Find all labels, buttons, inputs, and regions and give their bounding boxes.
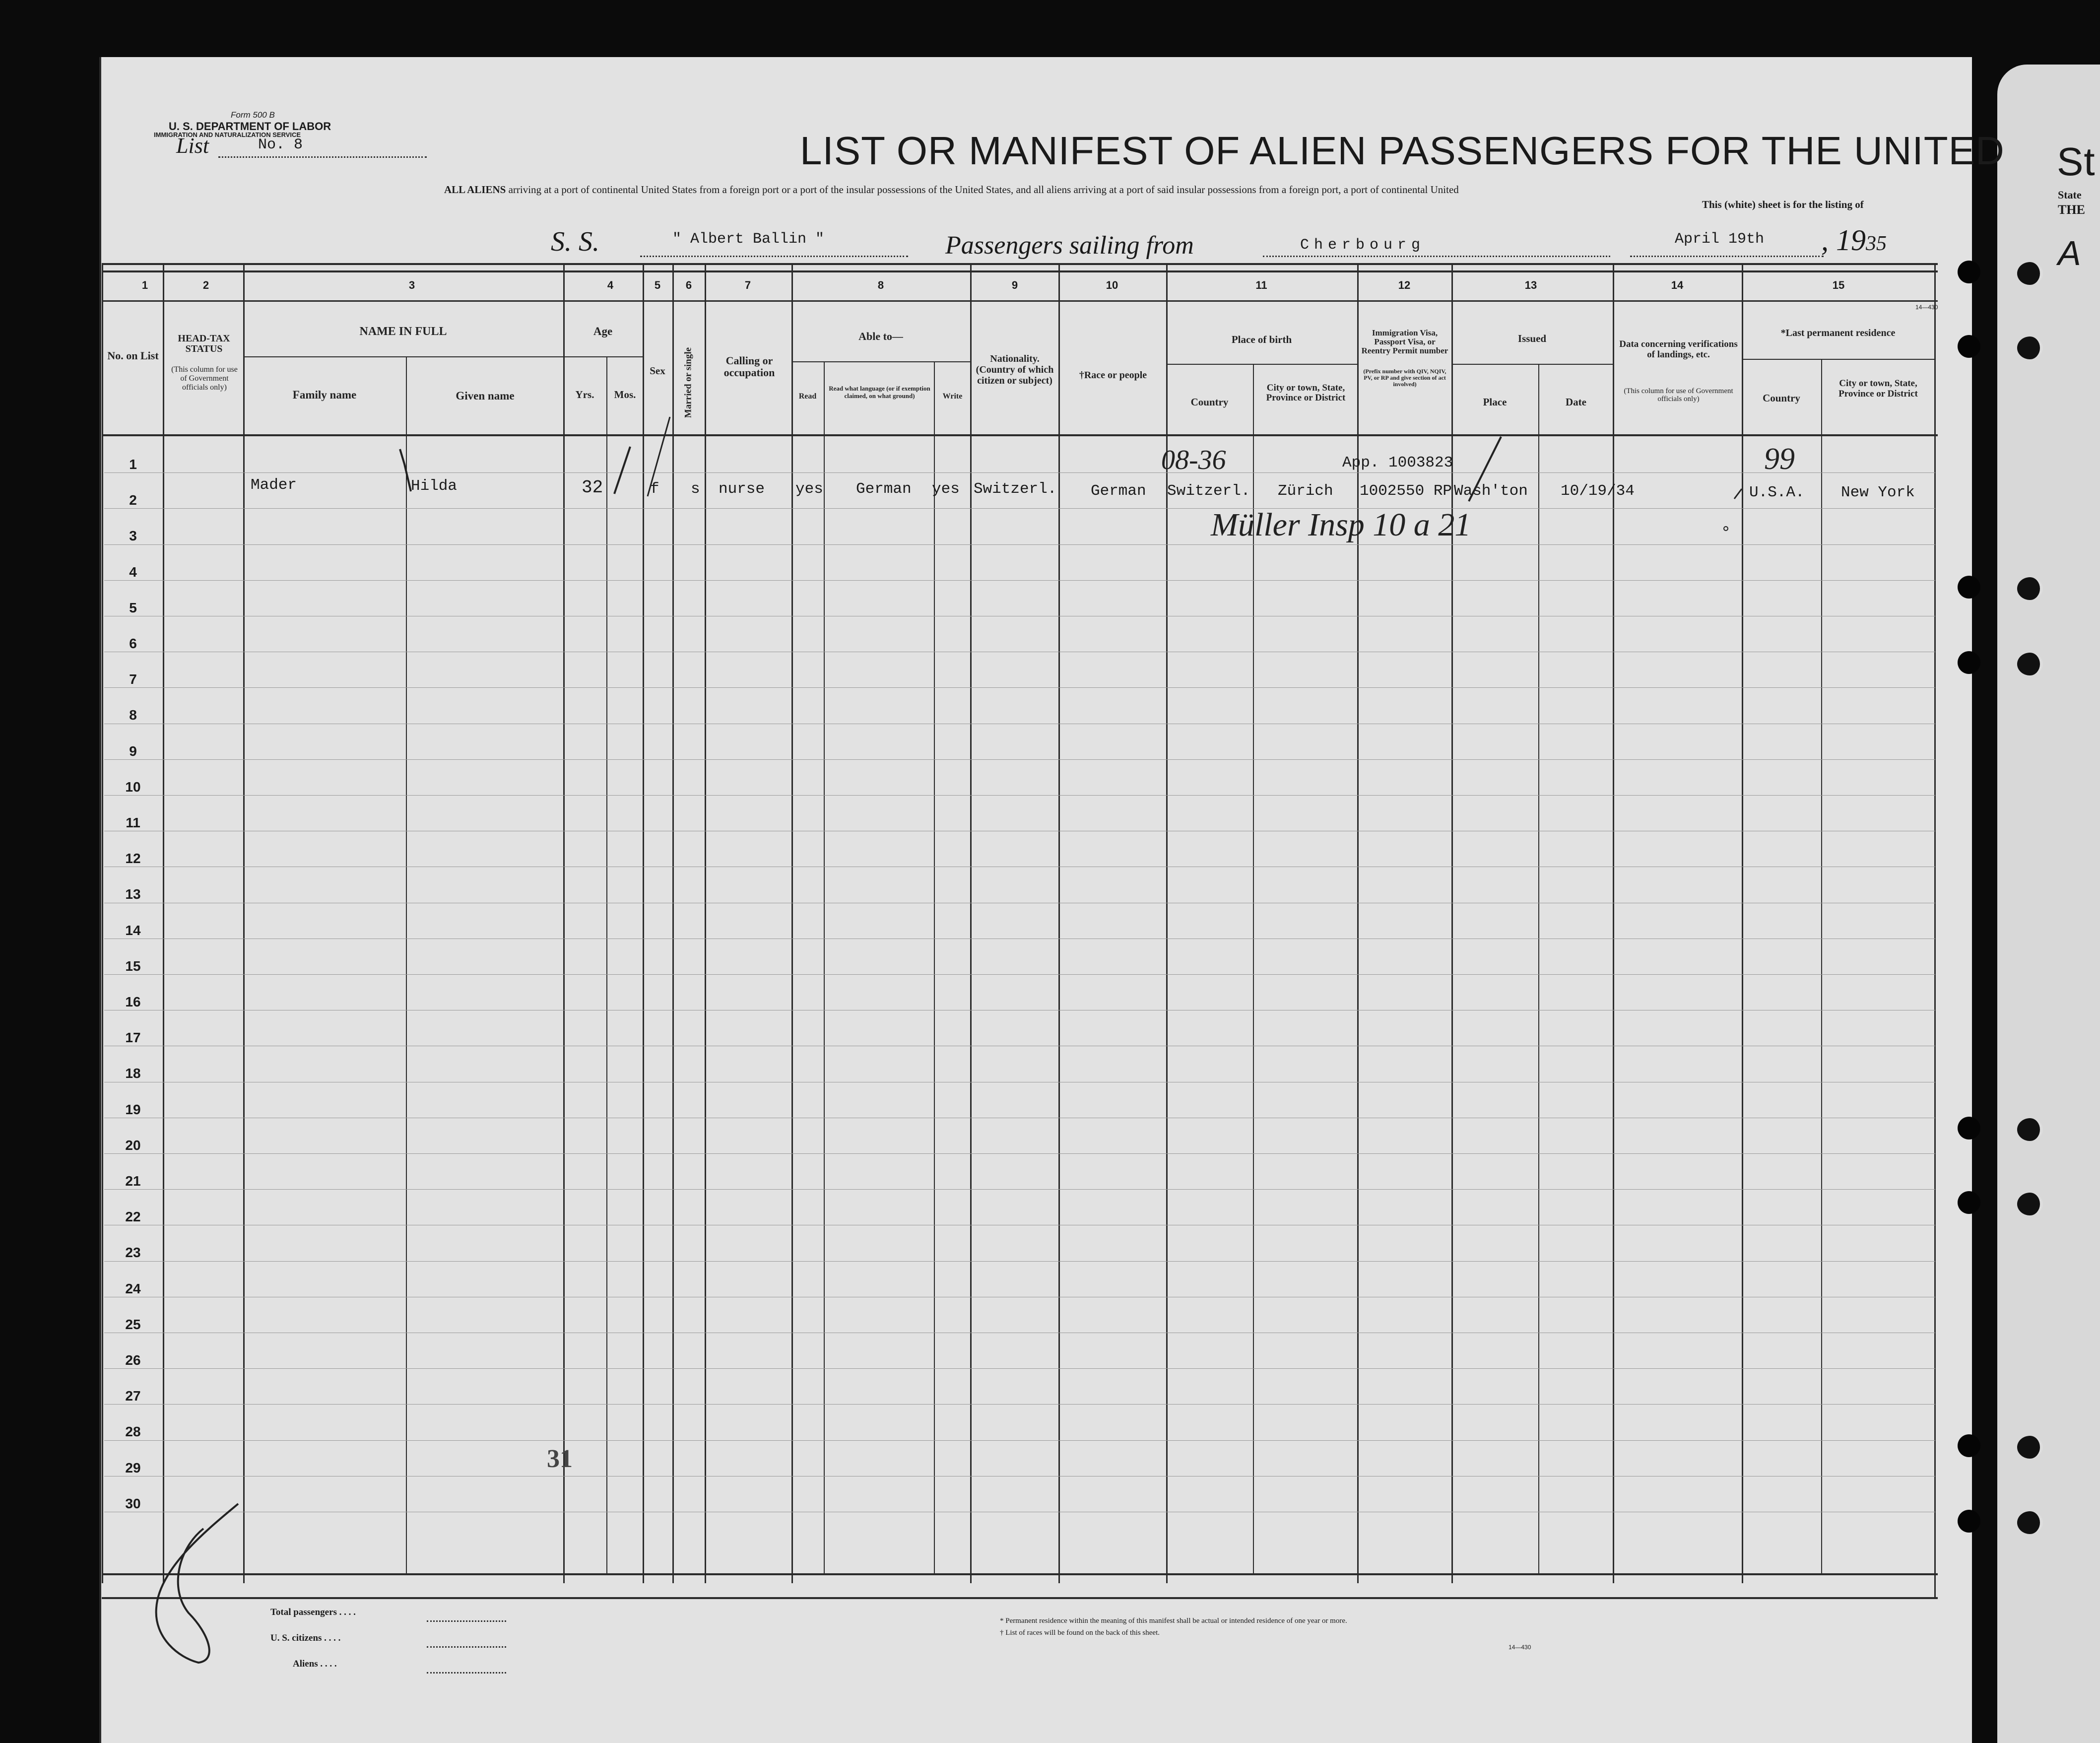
passenger-issued-date: 10/19/34 [1561, 482, 1635, 500]
ship-name: " Albert Ballin " [672, 231, 825, 248]
form-number: Form 500 B [231, 110, 275, 120]
passenger-issued-place: Wash'ton [1454, 482, 1528, 500]
row-number: 4 [129, 564, 137, 580]
binder-hole [2017, 577, 2043, 600]
check-mark-name [400, 449, 411, 491]
header-read: Read [798, 392, 817, 401]
header-visa-note: (Prefix number with QIV, NQIV, PV, or RP and give section of act involved) [1363, 368, 1446, 388]
next-page-subtitle-fragment: State [2058, 189, 2082, 201]
header-issued-place: Place [1483, 396, 1507, 408]
column-number: 9 [1011, 279, 1018, 291]
column-number: 12 [1398, 279, 1411, 291]
column-number: 14 [1671, 279, 1684, 291]
passenger-residence-city: New York [1841, 484, 1915, 501]
total-passengers-field[interactable] [427, 1620, 506, 1622]
column-number: 5 [654, 279, 661, 291]
check-mark-verification [1734, 489, 1742, 499]
row-number: 15 [125, 958, 141, 974]
binder-hole [2017, 1511, 2043, 1534]
service: IMMIGRATION AND NATURALIZATION SERVICE [154, 131, 301, 138]
department-text: U. S. DEPARTMENT OF LABOR [169, 120, 331, 133]
header-calling: Calling or occupation [723, 354, 775, 379]
header-yrs: Yrs. [575, 389, 594, 401]
header-given-name: Given name [456, 390, 515, 402]
header-residence-city: City or town, State, Province or District [1838, 378, 1918, 399]
row-number: 13 [125, 886, 141, 902]
handwritten-total: 31 [547, 1445, 573, 1473]
sailing-date: April 19th [1675, 231, 1765, 248]
passenger-race: German [1091, 482, 1146, 500]
corner-code: 14—430 [1915, 304, 1938, 311]
row-number: 12 [125, 851, 141, 866]
passenger-nationality: Switzerl. [974, 480, 1057, 498]
row-number: 8 [129, 707, 137, 723]
header-birth-country: Country [1190, 396, 1229, 408]
binder-hole [2017, 1193, 2043, 1215]
passenger-read: yes [795, 480, 823, 498]
header-race: †Race or people [1079, 370, 1147, 381]
list-number: No. 8 [258, 136, 303, 153]
row-number: 14 [125, 923, 141, 938]
next-page-title-fragment: St [2057, 139, 2096, 184]
binder-hole [2017, 1118, 2043, 1141]
row-number: 22 [125, 1209, 141, 1224]
column-number: 15 [1832, 279, 1845, 291]
header-birth-city: City or town, State, Province or District [1266, 383, 1346, 403]
row-number: 27 [125, 1388, 141, 1404]
binder-hole [1958, 1510, 1980, 1533]
passenger-residence-country: U.S.A. [1749, 484, 1805, 501]
row-number: 9 [129, 743, 137, 759]
binder-hole [1958, 651, 1980, 674]
header-married: Married or single [683, 347, 694, 418]
row-number: 28 [125, 1424, 141, 1439]
binder-hole [1958, 1434, 1980, 1457]
check-mark-age [614, 447, 630, 494]
row-number: 21 [125, 1173, 141, 1189]
passenger-visa-number: 1002550 RP. [1360, 482, 1461, 500]
header-nationality: Nationality. (Country of which citizen or subject) [976, 353, 1054, 386]
subtitle-line-2: This (white) sheet is for the listing of [1702, 199, 1864, 210]
column-number: 3 [408, 279, 415, 291]
list-label: List [176, 134, 209, 158]
column-number: 1 [141, 279, 148, 291]
binder-hole [2017, 1436, 2043, 1459]
binder-hole [1958, 335, 1980, 358]
row-number: 10 [125, 779, 141, 795]
footnote-residence: * Permanent residence within the meaning of this manifest shall be actual or intended residence of one year or more. [1000, 1617, 1347, 1625]
row-number: 19 [125, 1102, 141, 1117]
total-passengers-label: Total passengers . . . . [270, 1607, 356, 1617]
header-head-tax-note: (This column for use of Government officials only) [171, 365, 238, 392]
header-read-language: Read what language (or if exemption claimed, on what ground) [829, 385, 930, 400]
passenger-given-name: Hilda [411, 477, 458, 495]
binder-hole [1958, 576, 1980, 599]
verification-dot [1724, 527, 1728, 531]
check-mark-visa [1469, 437, 1501, 501]
row-number: 30 [125, 1496, 141, 1511]
sailing-year-handwritten: 35 [1866, 232, 1887, 255]
subtitle-lead: ALL ALIENS [444, 184, 506, 196]
header-verification: Data concerning verifications of landings, etc. [1619, 339, 1738, 360]
row-number: 24 [125, 1281, 141, 1296]
header-write: Write [942, 392, 963, 401]
binder-hole [2017, 653, 2043, 675]
row-number: 23 [125, 1245, 141, 1260]
passenger-birth-city: Zürich [1278, 482, 1333, 500]
header-issued-date: Date [1566, 396, 1586, 408]
header-last-residence: *Last permanent residence [1780, 328, 1896, 338]
us-citizens-label: U. S. citizens . . . . [270, 1633, 341, 1643]
handwritten-inspector-note: Müller Insp 10 a 21 [1211, 507, 1471, 543]
row-number: 1 [129, 457, 137, 472]
handwritten-flourish [156, 1504, 238, 1663]
binder-hole [1958, 261, 1980, 283]
passenger-occupation: nurse [719, 480, 765, 498]
manifest-title: LIST OR MANIFEST OF ALIEN PASSENGERS FOR THE UNITED [800, 129, 2005, 173]
passenger-visa-app: App. 1003823 [1342, 454, 1453, 471]
next-page-ship-fragment: A [2058, 234, 2082, 272]
handwritten-residence-code: 99 [1764, 442, 1795, 476]
binder-hole [2017, 262, 2043, 285]
row-number: 2 [129, 492, 137, 508]
passenger-birth-country: Switzerl. [1167, 482, 1250, 500]
passenger-write: yes [932, 480, 960, 498]
passenger-family-name: Mader [251, 476, 297, 494]
column-number: 6 [685, 279, 692, 291]
column-number: 10 [1106, 279, 1118, 291]
header-name-in-full: NAME IN FULL [359, 325, 447, 338]
binder-hole [1958, 1191, 1980, 1214]
header-head-tax: HEAD-TAX STATUS [178, 333, 230, 354]
handwritten-birth-code: 08-36 [1161, 445, 1226, 475]
passenger-marital-status: s [691, 480, 700, 498]
row-number: 11 [126, 815, 140, 830]
row-number: 16 [125, 994, 141, 1009]
row-number: 3 [129, 528, 137, 543]
row-number: 5 [129, 600, 137, 615]
header-age: Age [593, 325, 613, 337]
header-mos: Mos. [614, 389, 636, 401]
ship-label: S. S. [551, 226, 599, 257]
aliens-label: Aliens . . . . [293, 1659, 337, 1669]
passenger-language: German [856, 480, 912, 498]
header-no-on-list: No. on List [107, 349, 159, 362]
column-number: 4 [607, 279, 614, 291]
header-visa: Immigration Visa, Passport Visa, or Reentry Permit number [1361, 328, 1448, 355]
binder-hole [1958, 1117, 1980, 1140]
footer-code: 14—430 [1509, 1644, 1531, 1651]
column-number: 13 [1524, 279, 1537, 291]
row-number: 26 [125, 1352, 141, 1368]
passenger-sex: f [650, 480, 659, 498]
row-number: 29 [125, 1460, 141, 1475]
column-number: 7 [744, 279, 751, 291]
column-number: 2 [202, 279, 209, 291]
row-number: 18 [125, 1066, 141, 1081]
subtitle-rest: arriving at a port of continental United States from a foreign port or a port of the insular possessions of the United States, and all aliens arriving at a port of said insular possessions from a foreign port, a port of continental United [508, 184, 1459, 196]
sailing-label: Passengers sailing from [945, 231, 1194, 260]
sailing-year-prefix: , 19 [1821, 224, 1866, 257]
row-number: 25 [125, 1317, 141, 1332]
row-number: 17 [125, 1030, 141, 1045]
sailing-port: Cherbourg [1300, 237, 1426, 254]
header-able-to: Able to— [858, 330, 903, 342]
header-issued: Issued [1517, 333, 1547, 344]
header-verification-note: (This column for use of Government officials only) [1624, 387, 1733, 403]
column-number: 11 [1255, 279, 1267, 291]
header-sex: Sex [650, 365, 665, 377]
us-citizens-field[interactable] [427, 1646, 506, 1648]
binder-hole [2017, 336, 2043, 359]
header-place-of-birth: Place of birth [1231, 334, 1292, 345]
next-page-subtitle-fragment-2: THE [2058, 202, 2085, 217]
row-number: 6 [129, 636, 137, 651]
row-number: 20 [125, 1138, 141, 1153]
check-mark-sex [648, 417, 670, 496]
row-number: 7 [129, 671, 137, 687]
aliens-field[interactable] [427, 1672, 506, 1674]
column-number: 8 [877, 279, 884, 291]
header-family-name: Family name [292, 389, 357, 401]
footnote-races: † List of races will be found on the back of this sheet. [1000, 1629, 1160, 1637]
header-residence-country: Country [1763, 392, 1800, 404]
passenger-age-years: 32 [582, 477, 603, 498]
